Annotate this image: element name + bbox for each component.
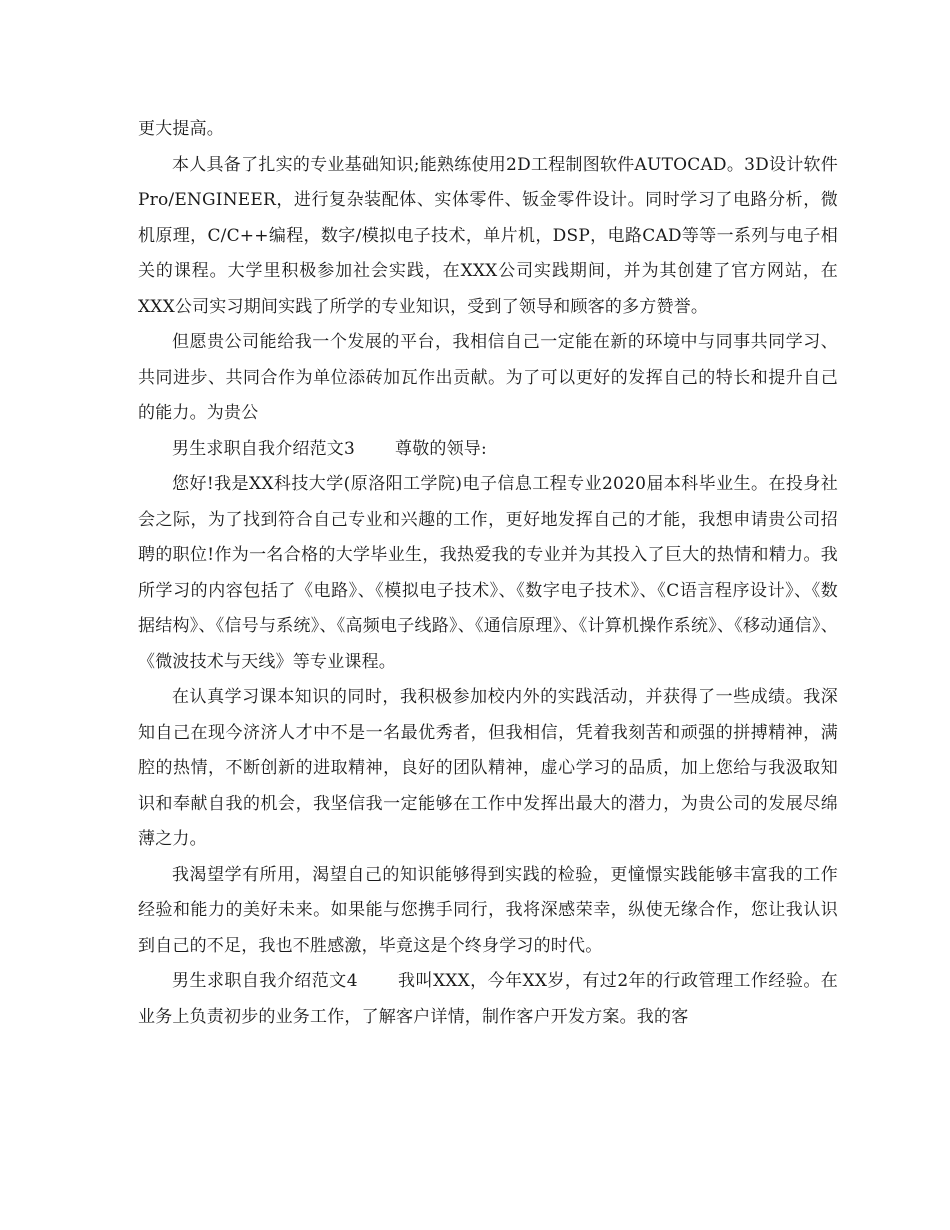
paragraph-1: 更大提高。 bbox=[138, 119, 224, 139]
document-body bbox=[138, 112, 838, 1035]
section-heading-4: 男生求职自我介绍范文4 bbox=[172, 971, 358, 991]
paragraph-3: 但愿贵公司能给我一个发展的平台，我相信自己一定能在新的环境中与同事共同学习、共同进步、共同合作为单位添砖加瓦作出贡献。为了可以更好的发挥自己的特长和提升自己的能力。为贵公 bbox=[138, 332, 838, 423]
paragraph-7: 我渴望学有所用，渴望自己的知识能够得到实践的检验，更憧憬实践能够丰富我的工作经验和能力的美好未来。如果能与您携手同行，我将深感荣幸，纵使无缘合作，您让我认识到自己的不足，我也不胜感激，毕竟这是个终身学习的时代。 bbox=[138, 864, 838, 956]
section-heading-3: 男生求职自我介绍范文3 bbox=[172, 438, 356, 459]
paragraph-8 bbox=[138, 964, 838, 1035]
paragraph-5: 您好!我是XX科技大学(原洛阳工学院)电子信息工程专业2020届本科毕业生。在投身社会之际，为了找到符合自己专业和兴趣的工作，更好地发挥自己的才能，我想申请贵公司招聘的职位!作为一名合格的大学毕业生，我热爱我的专业并为其投入了巨大的热情和精力。我所学习的内容包括了《电路》、《模拟电子技术》、《数字电子技术》、《C语言程序设计》、《数据结构》、《信号与系统》、《高频电子线路》、《通信原理》、《计算机操作系统》、《移动通信》、《微波技术与天线》等专业课程。 bbox=[138, 474, 838, 672]
salutation: 尊敬的领导: bbox=[395, 438, 487, 459]
paragraph-6: 在认真学习课本知识的同时，我积极参加校内外的实践活动，并获得了一些成绩。我深知自己在现今济济人才中不是一名最优秀者，但我相信，凭着我刻苦和顽强的拼搏精神，满腔的热情，不断创新的进取精神，良好的团队精神，虚心学习的品质，加上您给与我汲取知识和奉献自我的机会，我坚信我一定能够在工作中发挥出最大的潜力，为贵公司的发展尽绵薄之力。 bbox=[138, 687, 838, 849]
paragraph-4 bbox=[138, 432, 838, 468]
paragraph-2: 本人具备了扎实的专业基础知识;能熟练使用2D工程制图软件AUTOCAD。3D设计软件Pro/ENGINEER，进行复杂装配体、实体零件、钣金零件设计。同时学习了电路分析，微机原理，C/C++编程，数字/模拟电子技术，单片机，DSP，电路CAD等等一系列与电子相关的课程。大学里积极参加社会实践，在XXX公司实践期间，并为其创建了官方网站，在XXX公司实习期间实践了所学的专业知识，受到了领导和顾客的多方赞誉。 bbox=[138, 154, 838, 317]
paragraph-8-text: 我叫XXX，今年XX岁，有过2年的行政管理工作经验。在业务上负责初步的业务工作，了解客户详情，制作客户开发方案。我的客 bbox=[138, 971, 839, 1027]
